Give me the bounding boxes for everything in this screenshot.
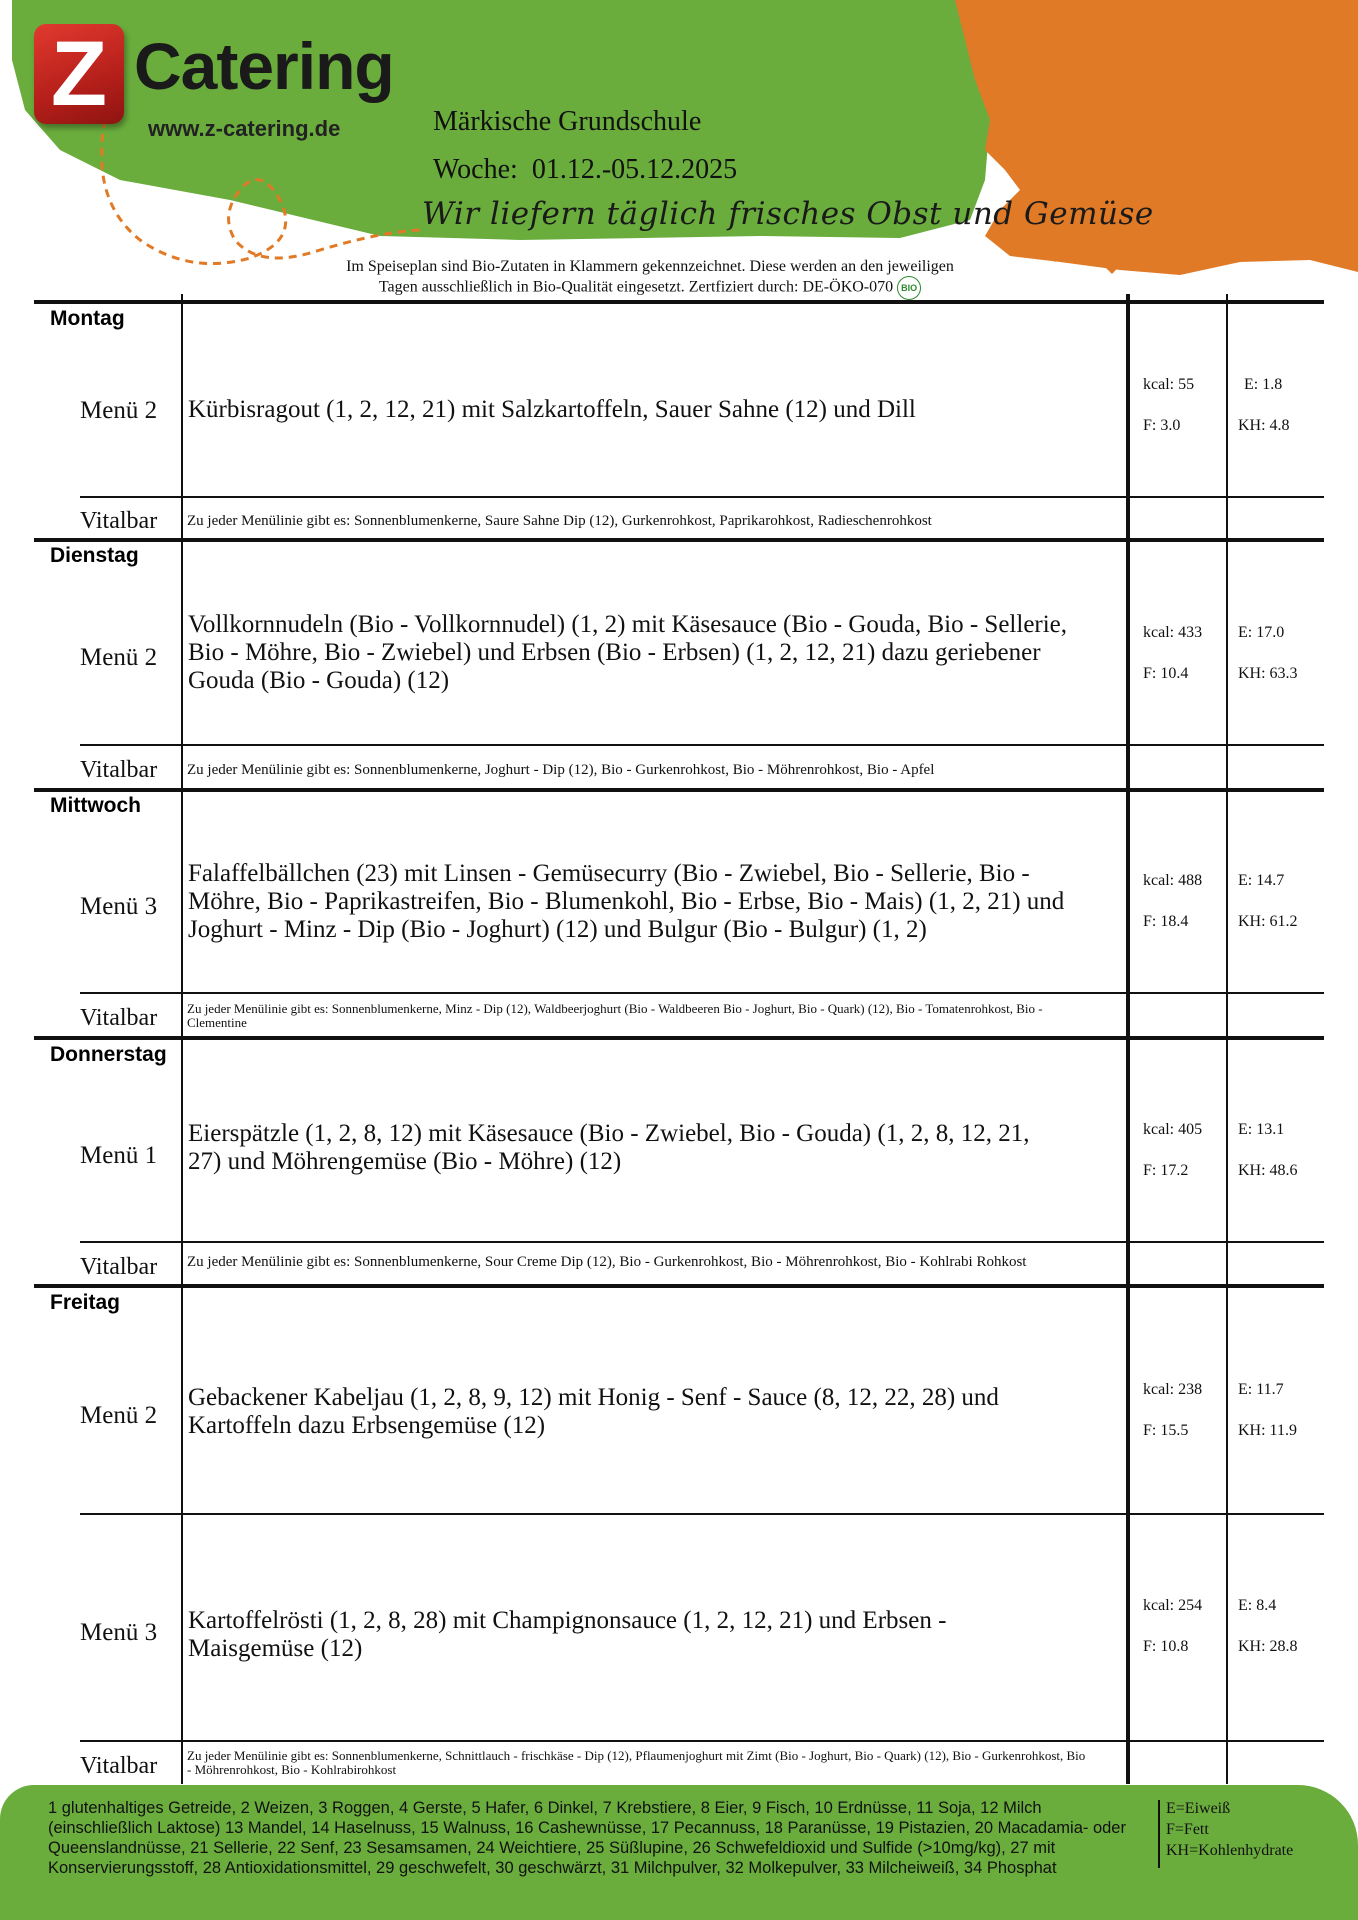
row-separator — [80, 992, 1324, 994]
nutrition-protein: E: 17.0 — [1238, 624, 1285, 641]
bio-note-line1: Im Speiseplan sind Bio-Zutaten in Klammern gekennzeichnet. Diese werden an den jeweiligen — [346, 258, 954, 275]
vitalbar-text: Zu jeder Menülinie gibt es: Sonnenblumenkerne, Joghurt - Dip (12), Bio - Gurkenrohkost, Bio - Möhrenrohkost, Bio - Apfel — [187, 762, 935, 778]
legend-carbs: KH=Kohlenhydrate — [1166, 1842, 1294, 1859]
nutrition-kcal: kcal: 488 — [1143, 872, 1203, 889]
nutrition-protein: E: 1.8 — [1244, 376, 1283, 393]
menu-label: Menü 3 — [80, 1619, 158, 1646]
nutrition-fat: F: 17.2 — [1143, 1162, 1189, 1179]
dish-text: Eierspätzle (1, 2, 8, 12) mit Käsesauce (Bio - Zwiebel, Bio - Gouda) (1, 2, 8, 12, 21, 27) und Möhrengemüse (Bio - Möhre) (12) — [188, 1120, 1030, 1175]
nutrition-protein: E: 14.7 — [1238, 872, 1285, 889]
bio-note — [300, 258, 1000, 300]
logo-wordmark: Catering — [134, 29, 394, 103]
dish-text: Gebackener Kabeljau (1, 2, 8, 9, 12) mit Honig - Senf - Sauce (8, 12, 22, 28) und Kartoffeln dazu Erbsengemüse (12) — [188, 1384, 999, 1439]
nutrition-protein: E: 13.1 — [1238, 1121, 1285, 1138]
day-friday: Freitag — [50, 1291, 121, 1314]
day-separator — [34, 538, 1324, 542]
nutrition-carbs: KH: 4.8 — [1238, 417, 1290, 434]
logo-mark: Z — [34, 24, 124, 124]
nutrition-carbs: KH: 28.8 — [1238, 1638, 1298, 1655]
bio-badge-icon: BIO — [897, 276, 921, 300]
week-label: Woche: — [433, 154, 518, 185]
footer-divider — [1158, 1800, 1160, 1868]
nutrition-protein: E: 11.7 — [1238, 1381, 1284, 1398]
vitalbar-label: Vitalbar — [80, 508, 158, 534]
vitalbar-text: Zu jeder Menülinie gibt es: Sonnenblumenkerne, Saure Sahne Dip (12), Gurkenrohkost, Paprikarohkost, Radieschenrohkost — [187, 513, 932, 529]
nutrition-carbs: KH: 11.9 — [1238, 1422, 1297, 1439]
day-monday: Montag — [50, 307, 125, 330]
row-separator — [80, 1241, 1324, 1243]
nutrition-fat: F: 3.0 — [1143, 417, 1181, 434]
nutrition-kcal: kcal: 433 — [1143, 624, 1203, 641]
day-wednesday: Mittwoch — [50, 794, 141, 817]
nutrition-kcal: kcal: 254 — [1143, 1597, 1203, 1614]
vitalbar-text: Zu jeder Menülinie gibt es: Sonnenblumenkerne, Schnittlauch - frischkäse - Dip (12), Pflaumenjoghurt mit Zimt (Bio - Joghurt, Bio - Quark) (12), Bio - Gurkenrohkost, Bio - Möhrenrohkost, Bio - Kohlrabirohkost — [187, 1748, 1086, 1777]
nutrition-kcal: kcal: 405 — [1143, 1121, 1203, 1138]
nutrition-fat: F: 10.4 — [1143, 665, 1189, 682]
dish-text: Kürbisragout (1, 2, 12, 21) mit Salzkartoffeln, Sauer Sahne (12) und Dill — [188, 396, 916, 423]
nutrition-fat: F: 18.4 — [1143, 913, 1189, 930]
nutrition-fat: F: 10.8 — [1143, 1638, 1189, 1655]
allergen-list: 1 glutenhaltiges Getreide, 2 Weizen, 3 Roggen, 4 Gerste, 5 Hafer, 6 Dinkel, 7 Krebstiere, 8 Eier, 9 Fisch, 10 Erdnüsse, 11 Soja, 12 Milch (einschließlich Laktose) 13 Mandel, 14 Haselnuss, 15 Walnuss, 16 Cashewnüsse, 17 Pecannuss, 18 Paranüsse, 19 Pistazien, 20 Macadamia- oder Queenslandnüsse, 21 Sellerie, 22 Senf, 23 Sesamsamen, 24 Weichtiere, 25 Süßlupine, 26 Schwefeldioxid und Sulfide (>10mg/kg), 27 mit Konservierungsstoff, 28 Antioxidationsmittel, 29 geschwefelt, 30 geschwärzt, 31 Milchpulver, 32 Molkepulver, 33 Milcheiweiß, 34 Phosphat — [48, 1799, 1126, 1877]
day-separator — [34, 788, 1324, 792]
nutrition-protein: E: 8.4 — [1238, 1597, 1277, 1614]
vitalbar-label: Vitalbar — [80, 1005, 158, 1031]
legend-fat: F=Fett — [1166, 1821, 1209, 1838]
week-range: 01.12.-05.12.2025 — [531, 154, 738, 185]
nutrition-fat: F: 15.5 — [1143, 1422, 1189, 1439]
legend-protein: E=Eiweiß — [1166, 1800, 1231, 1817]
dish-text: Falaffelbällchen (23) mit Linsen - Gemüsecurry (Bio - Zwiebel, Bio - Sellerie, Bio - Möhre, Bio - Paprikastreifen, Bio - Blumenkohl, Bio - Erbse, Bio - Mais) (1, 2, 21) und Joghurt - Minz - Dip (Bio - Joghurt) (12) und Bulgur (Bio - Bulgur) (1, 2) — [188, 860, 1065, 943]
day-separator — [34, 300, 1324, 304]
vitalbar-text: Zu jeder Menülinie gibt es: Sonnenblumenkerne, Minz - Dip (12), Waldbeerjoghurt (Bio - Waldbeeren Bio - Joghurt, Bio - Quark) (12), Bio - Tomatenrohkost, Bio - Clementine — [187, 1001, 1043, 1030]
row-separator — [80, 1513, 1324, 1515]
vitalbar-label: Vitalbar — [80, 1753, 158, 1779]
nutrition-carbs: KH: 61.2 — [1238, 913, 1298, 930]
brand-url[interactable]: www.z-catering.de — [148, 116, 341, 141]
school-name: Märkische Grundschule — [433, 106, 702, 137]
vitalbar-label: Vitalbar — [80, 757, 158, 783]
row-separator — [80, 496, 1324, 498]
bio-note-line2: Tagen ausschließlich in Bio-Qualität eingesetzt. Zertfiziert durch: DE-ÖKO-070 BIO — [300, 276, 1000, 300]
nutrition-carbs: KH: 63.3 — [1238, 665, 1298, 682]
menu-label: Menü 2 — [80, 1402, 158, 1429]
day-tuesday: Dienstag — [50, 544, 139, 567]
week-line — [433, 154, 737, 186]
slogan: Wir liefern täglich frisches Obst und Gemüse — [422, 196, 1154, 232]
nutrition-kcal: kcal: 238 — [1143, 1381, 1203, 1398]
day-thursday: Donnerstag — [50, 1043, 167, 1066]
row-separator — [80, 744, 1324, 746]
menu-label: Menü 2 — [80, 644, 158, 671]
dish-text: Kartoffelrösti (1, 2, 8, 28) mit Champignonsauce (1, 2, 12, 21) und Erbsen - Maisgemüse (12) — [188, 1607, 947, 1662]
day-separator — [34, 1036, 1324, 1040]
day-separator — [34, 1284, 1324, 1288]
vitalbar-label: Vitalbar — [80, 1254, 158, 1280]
menu-label: Menü 1 — [80, 1142, 158, 1169]
menu-label: Menü 3 — [80, 893, 158, 920]
nutrition-kcal: kcal: 55 — [1143, 376, 1195, 393]
row-separator — [80, 1740, 1324, 1742]
nutrition-legend — [1166, 1798, 1293, 1861]
menu-label: Menü 2 — [80, 397, 158, 424]
vitalbar-text: Zu jeder Menülinie gibt es: Sonnenblumenkerne, Sour Creme Dip (12), Bio - Gurkenrohkost, Bio - Möhrenrohkost, Bio - Kohlrabi Rohkost — [187, 1254, 1027, 1270]
nutrition-carbs: KH: 48.6 — [1238, 1162, 1298, 1179]
dish-text: Vollkornnudeln (Bio - Vollkornnudel) (1, 2) mit Käsesauce (Bio - Gouda, Bio - Sellerie, Bio - Möhre, Bio - Zwiebel) und Erbsen (Bio - Erbsen) (1, 2, 12, 21) dazu geriebener Gouda (Bio - Gouda) (12) — [188, 611, 1068, 694]
